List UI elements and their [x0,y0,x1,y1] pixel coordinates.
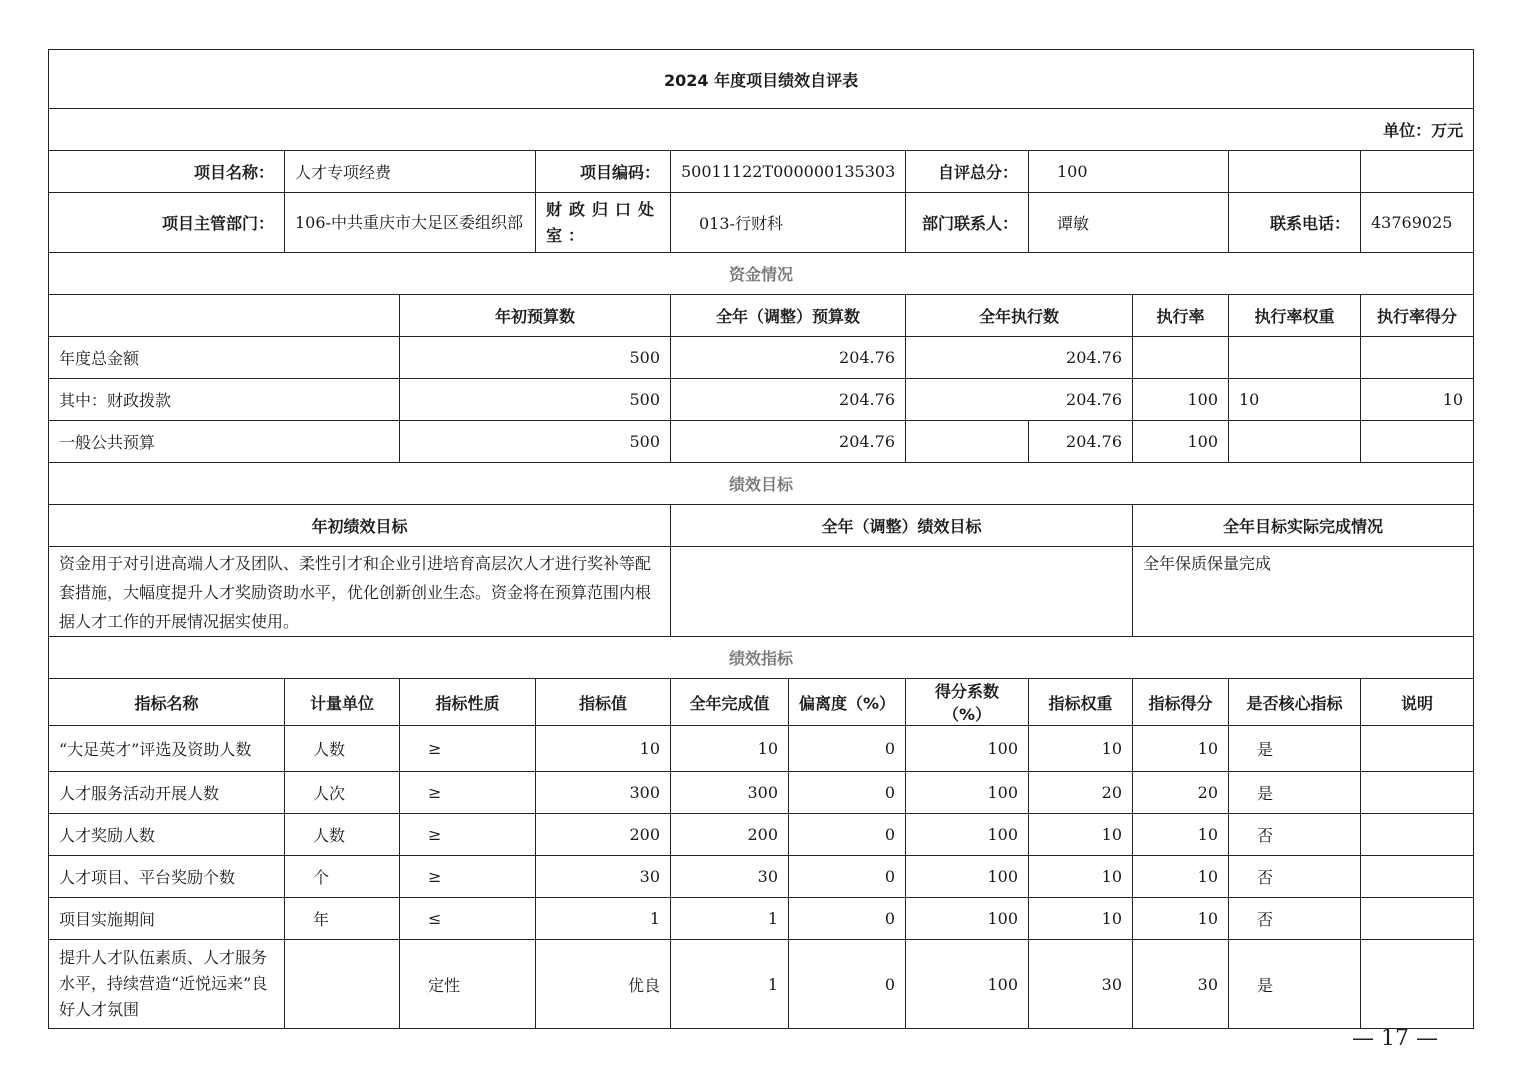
initial-goal-text: 资金用于对引进高端人才及团队、柔性引才和企业引进培育高层次人才进行奖补等配套措施，大幅度提升人才奖励资助水平，优化创新创业生态。资金将在预算范围内根据人才工作的开展情况据实使用。 [49,547,671,637]
ind-core: 是 [1229,940,1361,1029]
ind-header-deviation: 偏离度（%） [789,679,906,726]
contact-label: 部门联系人： [906,193,1029,253]
funds-row-initial: 500 [400,337,671,379]
funds-header-rate: 执行率 [1133,295,1229,337]
ind-unit: 人数 [285,726,400,772]
funds-row-weight: 10 [1229,379,1361,421]
phone-value: 43769025 [1361,193,1474,253]
ind-name: 人才奖励人数 [49,814,285,856]
funds-row-adjusted: 204.76 [671,379,906,421]
ind-deviation: 0 [789,940,906,1029]
ind-done: 10 [671,726,789,772]
ind-note [1361,726,1474,772]
indicators-section-title: 绩效指标 [49,637,1474,679]
funds-header-weight: 执行率权重 [1229,295,1361,337]
indicator-row [49,898,1474,940]
finance-office-value: 013-行财科 [671,193,906,253]
goals-header-actual: 全年目标实际完成情况 [1133,505,1474,547]
ind-value: 1 [536,898,671,940]
ind-nature: ≥ [400,726,536,772]
performance-table [48,49,1474,1029]
self-score-value: 100 [1029,151,1229,193]
indicator-row [49,814,1474,856]
funds-row-score: 10 [1361,379,1474,421]
ind-name: “大足英才”评选及资助人数 [49,726,285,772]
funds-row-executed: 204.76 [1029,421,1133,463]
ind-deviation: 0 [789,814,906,856]
ind-weight: 10 [1029,814,1133,856]
funds-header-executed: 全年执行数 [906,295,1133,337]
dept-label: 项目主管部门： [49,193,285,253]
ind-unit: 年 [285,898,400,940]
project-code-value: 50011122T000000135303 [671,151,906,193]
funds-row-rate [1133,337,1229,379]
ind-weight: 10 [1029,726,1133,772]
funds-row-executed: 204.76 [906,379,1133,421]
funds-row-name: 其中：财政拨款 [49,379,400,421]
funds-row [49,379,1474,421]
funds-row-executed: 204.76 [906,337,1133,379]
funds-header-blank [49,295,400,337]
ind-core: 否 [1229,898,1361,940]
project-name-label: 项目名称： [49,151,285,193]
funds-section-title: 资金情况 [49,253,1474,295]
ind-coefficient: 100 [906,772,1029,814]
funds-row-name: 一般公共预算 [49,421,400,463]
funds-row-score [1361,421,1474,463]
funds-header-adjusted: 全年（调整）预算数 [671,295,906,337]
ind-score: 30 [1133,940,1229,1029]
ind-name: 人才服务活动开展人数 [49,772,285,814]
ind-header-done: 全年完成值 [671,679,789,726]
funds-row-weight [1229,421,1361,463]
ind-score: 10 [1133,726,1229,772]
ind-note [1361,856,1474,898]
ind-name: 人才项目、平台奖励个数 [49,856,285,898]
ind-core: 是 [1229,772,1361,814]
funds-header-score: 执行率得分 [1361,295,1474,337]
project-code-label: 项目编码： [536,151,671,193]
ind-coefficient: 100 [906,814,1029,856]
contact-value: 谭敏 [1029,193,1229,253]
ind-header-coefficient: 得分系数（%） [906,679,1029,726]
funds-header-initial: 年初预算数 [400,295,671,337]
adjusted-goal-text [671,547,1133,637]
ind-core: 是 [1229,726,1361,772]
goals-header-adjusted: 全年（调整）绩效目标 [671,505,1133,547]
ind-done: 1 [671,898,789,940]
empty-cell [1229,151,1361,193]
indicator-row [49,772,1474,814]
funds-row-adjusted: 204.76 [671,337,906,379]
page-number: — 17 — [1352,1026,1438,1051]
finance-office-label: 财政归口处室： [536,193,671,253]
phone-label: 联系电话： [1229,193,1361,253]
ind-done: 300 [671,772,789,814]
project-name-value: 人才专项经费 [285,151,536,193]
ind-weight: 10 [1029,856,1133,898]
ind-name: 项目实施期间 [49,898,285,940]
ind-header-nature: 指标性质 [400,679,536,726]
indicator-row [49,940,1474,1029]
ind-coefficient: 100 [906,940,1029,1029]
ind-core: 否 [1229,856,1361,898]
ind-value: 200 [536,814,671,856]
ind-unit: 个 [285,856,400,898]
ind-name: 提升人才队伍素质、人才服务水平，持续营造“近悦远来”良好人才氛围 [49,940,285,1029]
ind-note [1361,898,1474,940]
ind-header-name: 指标名称 [49,679,285,726]
goals-section-title: 绩效目标 [49,463,1474,505]
ind-coefficient: 100 [906,898,1029,940]
ind-header-unit: 计量单位 [285,679,400,726]
ind-score: 10 [1133,856,1229,898]
ind-coefficient: 100 [906,856,1029,898]
ind-weight: 30 [1029,940,1133,1029]
funds-row-initial: 500 [400,421,671,463]
ind-nature: ≥ [400,772,536,814]
ind-nature: ≤ [400,898,536,940]
ind-deviation: 0 [789,898,906,940]
funds-row-blank [906,421,1029,463]
unit-label: 单位：万元 [49,109,1474,151]
funds-row-name: 年度总金额 [49,337,400,379]
ind-header-score: 指标得分 [1133,679,1229,726]
ind-note [1361,772,1474,814]
ind-deviation: 0 [789,856,906,898]
funds-row-rate: 100 [1133,421,1229,463]
ind-note [1361,940,1474,1029]
funds-row-score [1361,337,1474,379]
ind-done: 1 [671,940,789,1029]
ind-nature: ≥ [400,814,536,856]
ind-value: 300 [536,772,671,814]
ind-unit [285,940,400,1029]
ind-header-core: 是否核心指标 [1229,679,1361,726]
ind-unit: 人次 [285,772,400,814]
actual-completion-text: 全年保质保量完成 [1133,547,1474,637]
dept-value: 106-中共重庆市大足区委组织部 [285,193,536,253]
ind-score: 20 [1133,772,1229,814]
ind-note [1361,814,1474,856]
ind-weight: 10 [1029,898,1133,940]
funds-row [49,337,1474,379]
indicator-row [49,856,1474,898]
ind-deviation: 0 [789,772,906,814]
funds-row-rate: 100 [1133,379,1229,421]
ind-coefficient: 100 [906,726,1029,772]
empty-cell [1361,151,1474,193]
ind-header-value: 指标值 [536,679,671,726]
ind-value: 30 [536,856,671,898]
ind-score: 10 [1133,898,1229,940]
ind-done: 30 [671,856,789,898]
ind-score: 10 [1133,814,1229,856]
funds-row-weight [1229,337,1361,379]
ind-unit: 人数 [285,814,400,856]
funds-row [49,421,1474,463]
ind-value: 优良 [536,940,671,1029]
ind-nature: 定性 [400,940,536,1029]
ind-core: 否 [1229,814,1361,856]
ind-done: 200 [671,814,789,856]
ind-nature: ≥ [400,856,536,898]
funds-row-adjusted: 204.76 [671,421,906,463]
goals-header-initial: 年初绩效目标 [49,505,671,547]
page-title: 2024 年度项目绩效自评表 [49,50,1474,109]
ind-header-note: 说明 [1361,679,1474,726]
indicator-row [49,726,1474,772]
ind-value: 10 [536,726,671,772]
ind-header-weight: 指标权重 [1029,679,1133,726]
self-score-label: 自评总分： [906,151,1029,193]
ind-weight: 20 [1029,772,1133,814]
funds-row-initial: 500 [400,379,671,421]
ind-deviation: 0 [789,726,906,772]
